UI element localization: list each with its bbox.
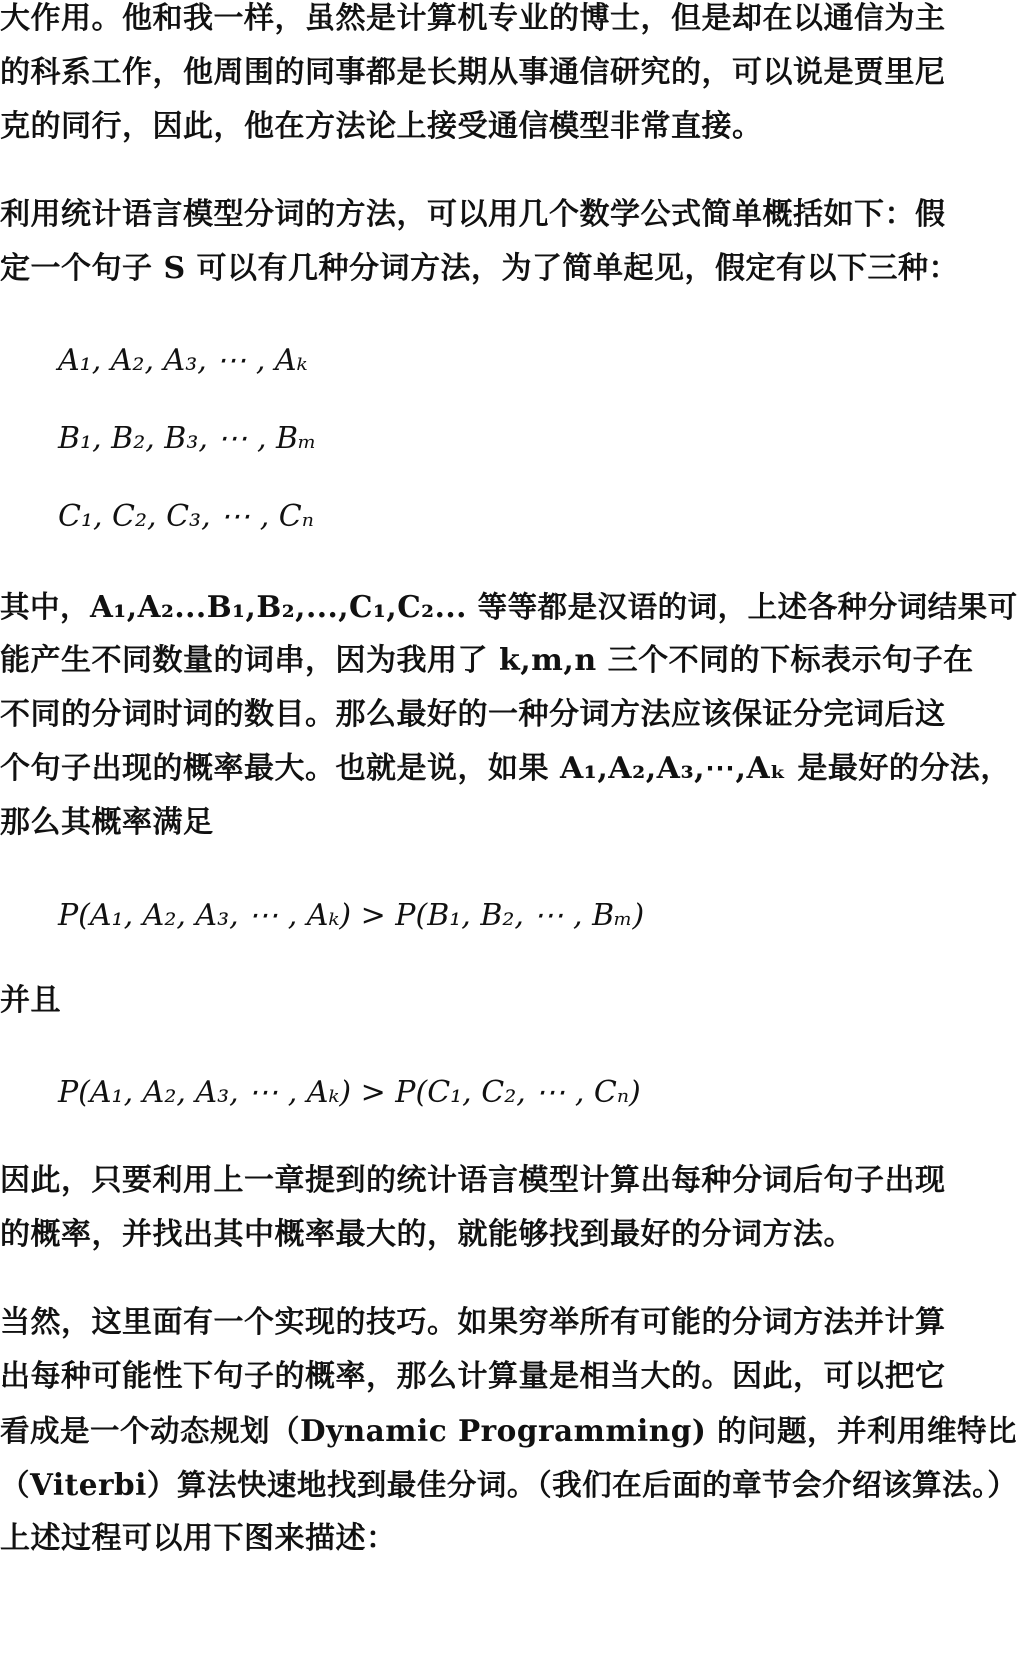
text-line: 大作用。他和我一样，虽然是计算机专业的博士，但是却在以通信为主 [0, 1, 946, 36]
formula-sequence-b: B₁, B₂, B₃, ⋯ , Bₘ [58, 421, 317, 456]
formula-sequence-c: C₁, C₂, C₃, ⋯ , Cₙ [58, 499, 314, 534]
text-line: 的科系工作，他周围的同事都是长期从事通信研究的，可以说是贾里尼 [0, 55, 946, 90]
text-line: 的概率，并找出其中概率最大的，就能够找到最好的分词方法。 [0, 1217, 854, 1252]
formula-inequality-2: P(A₁, A₂, A₃, ⋯ , Aₖ) > P(C₁, C₂, ⋯ , Cₙ) [58, 1075, 641, 1110]
formula-sequence-a: A₁, A₂, A₃, ⋯ , Aₖ [58, 343, 308, 378]
text-line: 克的同行，因此，他在方法论上接受通信模型非常直接。 [0, 109, 763, 144]
text-line: 其中，A₁,A₂...B₁,B₂,...,C₁,C₂... 等等都是汉语的词，上述各种分词结果可 [0, 589, 1018, 624]
text-line: 定一个句子 S 可以有几种分词方法，为了简单起见，假定有以下三种： [0, 251, 960, 286]
text-line: 并且 [0, 983, 61, 1018]
text-line: 那么其概率满足 [0, 805, 214, 840]
text-line: 当然，这里面有一个实现的技巧。如果穷举所有可能的分词方法并计算 [0, 1305, 946, 1340]
text-line: 因此，只要利用上一章提到的统计语言模型计算出每种分词后句子出现 [0, 1163, 946, 1198]
text-line: （Viterbi）算法快速地找到最佳分词。（我们在后面的章节会介绍该算法。） [0, 1467, 1018, 1502]
text-line: 出每种可能性下句子的概率，那么计算量是相当大的。因此，可以把它 [0, 1359, 946, 1394]
text-line: 能产生不同数量的词串，因为我用了 k,m,n 三个不同的下标表示句子在 [0, 643, 974, 678]
formula-inequality-1: P(A₁, A₂, A₃, ⋯ , Aₖ) > P(B₁, B₂, ⋯ , Bₘ) [58, 898, 645, 933]
text-line: 不同的分词时词的数目。那么最好的一种分词方法应该保证分完词后这 [0, 697, 946, 732]
text-line: 利用统计语言模型分词的方法，可以用几个数学公式简单概括如下：假 [0, 197, 946, 232]
text-line: 上述过程可以用下图来描述： [0, 1521, 397, 1556]
text-line: 看成是一个动态规划（Dynamic Programming) 的问题，并利用维特比 [0, 1413, 1018, 1448]
text-line: 个句子出现的概率最大。也就是说，如果 A₁,A₂,A₃,⋯,Aₖ 是最好的分法， [0, 751, 1011, 786]
